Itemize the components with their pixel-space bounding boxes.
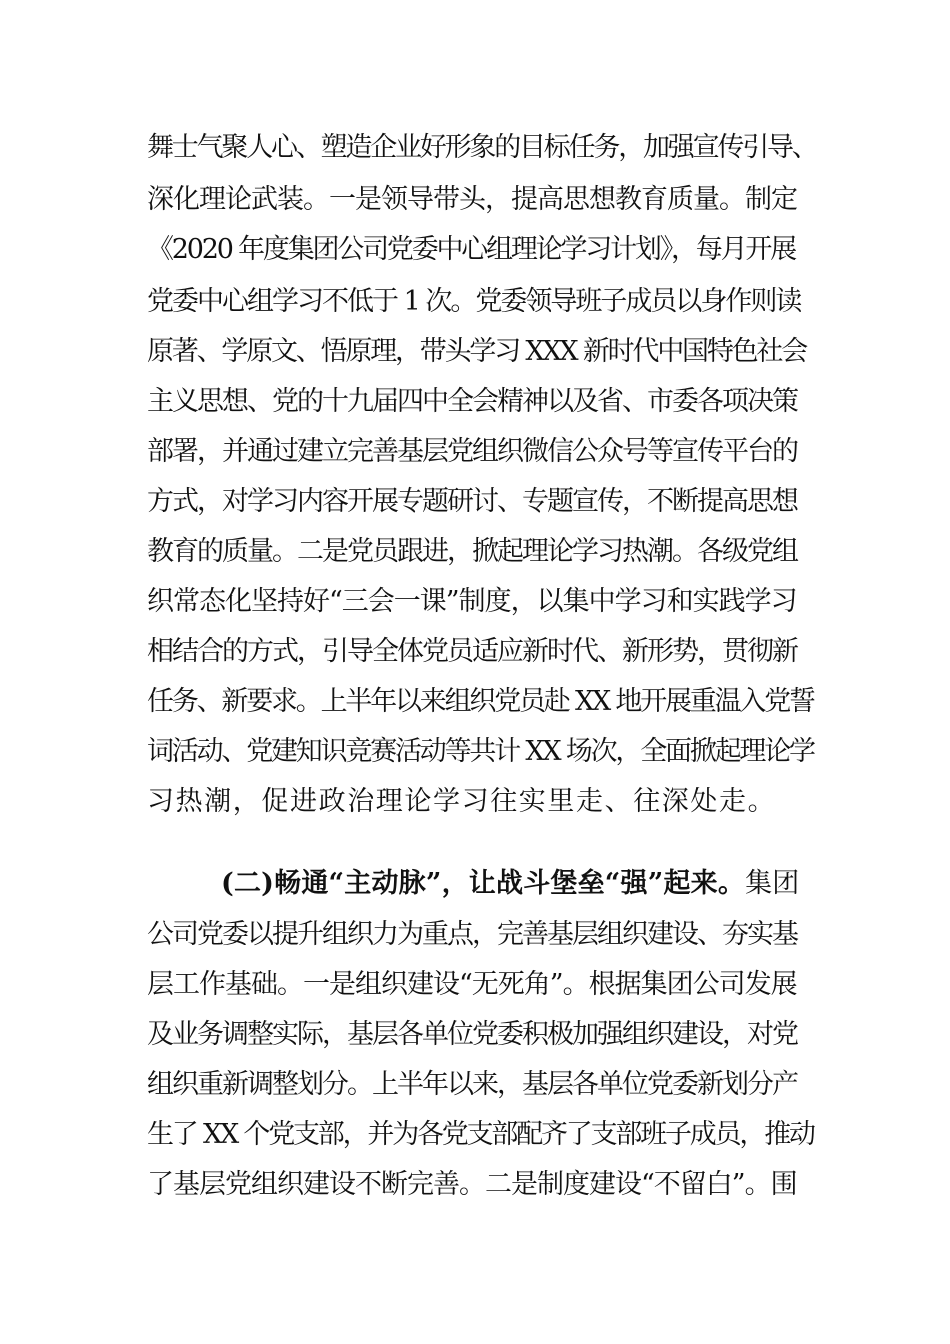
paragraph-line: 织常态化坚持好“三会一课”制度，以集中学习和实践学习: [147, 586, 797, 617]
section-heading: (二)畅通“主动脉”，让战斗堡垒“强”起来。: [221, 868, 746, 899]
paragraph-line: 党委中心组学习不低于 1 次。党委领导班子成员以身作则读: [147, 286, 801, 317]
section-heading-continuation: 集团: [745, 868, 800, 899]
paragraph-line: 原著、学原文、悟原理，带头学习 XXX 新时代中国特色社会: [147, 336, 807, 367]
paragraph-line: 深化理论武装。一是领导带头，提高思想教育质量。制定: [147, 184, 797, 215]
paragraph-line: 教育的质量。二是党员跟进，掀起理论学习热潮。各级党组: [147, 536, 797, 567]
paragraph-line: 相结合的方式，引导全体党员适应新时代、新形势，贯彻新: [147, 636, 797, 667]
paragraph-line: 任务、新要求。上半年以来组织党员赴 XX 地开展重温入党誓: [147, 686, 814, 717]
paragraph-line: 组织重新调整划分。上半年以来，基层各单位党委新划分产: [147, 1069, 797, 1100]
paragraph-line: 主义思想、党的十九届四中全会精神以及省、市委各项决策: [147, 386, 797, 417]
section-heading-line: [221, 867, 799, 901]
paragraph-line: 及业务调整实际，基层各单位党委积极加强组织建设，对党: [147, 1019, 797, 1050]
paragraph-line: 方式，对学习内容开展专题研讨、专题宣传，不断提高思想: [147, 486, 797, 517]
paragraph-line: 生了 XX 个党支部，并为各党支部配齐了支部班子成员，推动: [147, 1119, 814, 1150]
paragraph-line: 习热潮，促进政治理论学习往实里走、往深处走。: [147, 786, 777, 817]
paragraph-line: 部署，并通过建立完善基层党组织微信公众号等宣传平台的: [147, 436, 797, 467]
paragraph-line: 层工作基础。一是组织建设“无死角”。根据集团公司发展: [147, 969, 797, 1000]
paragraph-line: 《2020 年度集团公司党委中心组理论学习计划》，每月开展: [147, 234, 795, 265]
paragraph-line: 词活动、党建知识竞赛活动等共计 XX 场次，全面掀起理论学: [147, 736, 814, 767]
paragraph-line: 公司党委以提升组织力为重点，完善基层组织建设、夯实基: [147, 919, 797, 950]
paragraph-line: 了基层党组织建设不断完善。二是制度建设“不留白”。围: [147, 1169, 797, 1200]
paragraph-line: 舞士气聚人心、塑造企业好形象的目标任务，加强宣传引导、: [147, 132, 817, 163]
